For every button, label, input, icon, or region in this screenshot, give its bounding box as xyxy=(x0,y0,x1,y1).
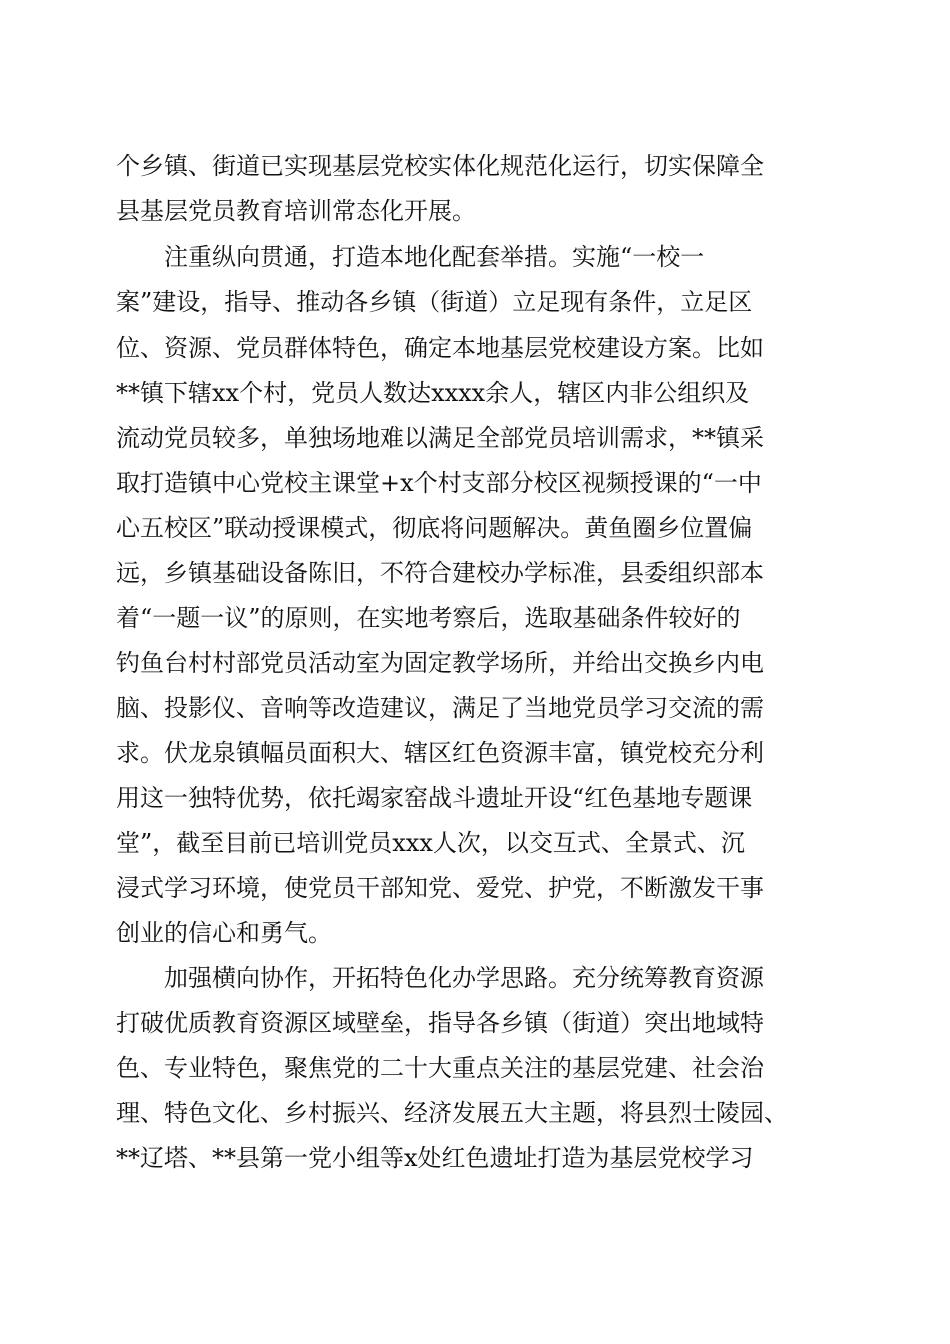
line-text: 浸式学习环境，使党员干部知党、爱党、护党，不断激发干事 xyxy=(116,874,764,902)
line-text: 钓鱼台村村部党员活动室为固定教学场所，并给出交换乡内电 xyxy=(116,649,764,677)
text-line xyxy=(0,418,950,458)
paragraph-start-line xyxy=(0,958,950,998)
line-text: 位、资源、党员群体特色，确定本地基层党校建设方案。比如 xyxy=(116,334,764,362)
text-line xyxy=(0,868,950,908)
text-line xyxy=(0,373,950,413)
text-line xyxy=(0,508,950,548)
line-text: 理、特色文化、乡村振兴、经济发展五大主题，将县烈士陵园、 xyxy=(116,1099,788,1127)
text-line xyxy=(0,1093,950,1133)
text-line xyxy=(0,146,950,186)
line-text: **辽塔、**县第一党小组等x处红色遗址打造为基层党校学习 xyxy=(116,1144,754,1172)
text-line xyxy=(0,598,950,638)
line-text: **镇下辖xx个村，党员人数达xxxx余人，辖区内非公组织及 xyxy=(116,379,750,407)
text-line xyxy=(0,282,950,322)
line-text: 心五校区”联动授课模式，彻底将问题解决。黄鱼圈乡位置偏 xyxy=(116,514,753,542)
text-line xyxy=(0,328,950,368)
text-line xyxy=(0,733,950,773)
text-line xyxy=(0,643,950,683)
line-text: 注重纵向贯通，打造本地化配套举措。实施“一校一 xyxy=(164,243,705,271)
line-text: 着“一题一议”的原则，在实地考察后，选取基础条件较好的 xyxy=(116,604,741,632)
line-text: 案”建设，指导、推动各乡镇（街道）立足现有条件，立足区 xyxy=(116,288,753,316)
text-line xyxy=(0,778,950,818)
line-text: 打破优质教育资源区域壁垒，指导各乡镇（街道）突出地域特 xyxy=(116,1009,764,1037)
text-line xyxy=(0,1048,950,1088)
line-text: 个乡镇、街道已实现基层党校实体化规范化运行，切实保障全 xyxy=(116,152,764,180)
line-text: 县基层党员教育培训常态化开展。 xyxy=(116,197,476,225)
line-text: 取打造镇中心党校主课堂+x个村支部分校区视频授课的“一中 xyxy=(116,469,762,497)
text-line xyxy=(0,191,950,231)
line-text: 加强横向协作，开拓特色化办学思路。充分统筹教育资源 xyxy=(164,964,764,992)
line-text: 求。伏龙泉镇幅员面积大、辖区红色资源丰富，镇党校充分利 xyxy=(116,739,764,767)
line-text: 堂”，截至目前已培训党员xxx人次，以交互式、全景式、沉 xyxy=(116,829,745,857)
text-line xyxy=(0,688,950,728)
line-text: 创业的信心和勇气。 xyxy=(116,919,332,947)
text-line xyxy=(0,1003,950,1043)
text-line xyxy=(0,463,950,503)
line-text: 用这一独特优势，依托竭家窑战斗遗址开设“红色基地专题课 xyxy=(116,784,753,812)
line-text: 色、专业特色，聚焦党的二十大重点关注的基层党建、社会治 xyxy=(116,1054,764,1082)
line-text: 脑、投影仪、音响等改造建议，满足了当地党员学习交流的需 xyxy=(116,694,764,722)
paragraph-start-line xyxy=(0,237,950,277)
line-text: 流动党员较多，单独场地难以满足全部党员培训需求，**镇采 xyxy=(116,424,764,452)
text-line xyxy=(0,913,950,953)
line-text: 远，乡镇基础设备陈旧，不符合建校办学标准，县委组织部本 xyxy=(116,559,764,587)
text-line xyxy=(0,823,950,863)
text-line xyxy=(0,1138,950,1178)
text-line xyxy=(0,553,950,593)
